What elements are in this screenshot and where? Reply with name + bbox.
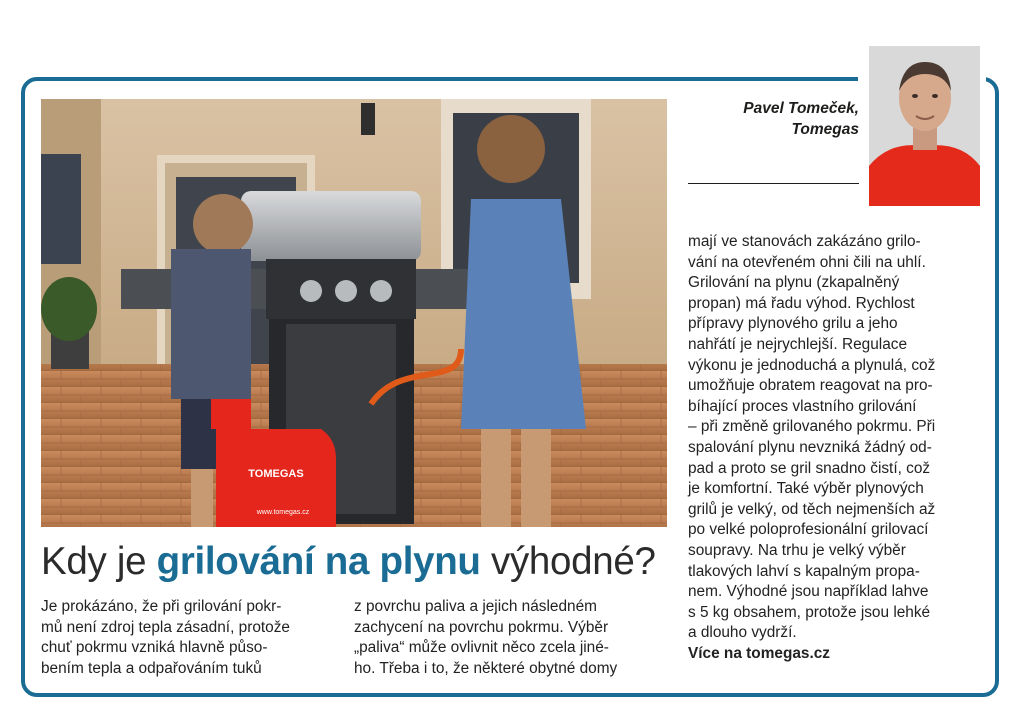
body-line: mů není zdroj tepla zásadní, protože	[41, 618, 290, 636]
body-line: ho. Třeba i to, že některé obytné domy	[354, 659, 618, 677]
body-line: umožňuje obratem reagovat na pro-	[688, 377, 933, 395]
body-column-3	[688, 232, 988, 664]
body-line: propan) má řadu výhod. Rychlost	[688, 294, 915, 312]
author-name: Pavel Tomeček,	[743, 100, 859, 117]
cylinder-url-text: www.tomegas.cz	[256, 509, 310, 516]
body-line: vání na otevřeném ohni čili na uhlí.	[688, 253, 926, 271]
body-line: a dlouho vydrží.	[688, 624, 797, 642]
body-line: s 5 kg obsahem, protože jsou lehké	[688, 603, 931, 621]
body-column-2	[354, 597, 674, 679]
author-company: Tomegas	[791, 121, 859, 138]
headline-before: Kdy je	[41, 540, 157, 583]
cylinder-brand-text: TOMEGAS	[248, 468, 304, 480]
body-line: bením tepla a odpařováním tuků	[41, 659, 262, 677]
body-line: „paliva“ může ovlivnit něco zcela jiné-	[354, 639, 609, 657]
body-line: – při změně grilovaného pokrmu. Při	[688, 418, 936, 436]
body-line: nem. Výhodné jsou například lahve	[688, 583, 929, 601]
headline	[41, 532, 681, 592]
author-divider	[688, 183, 859, 184]
body-line: Grilování na plynu (zkapalněný	[688, 274, 900, 292]
headline-highlight: grilování na plynu	[156, 540, 481, 583]
body-line: tlakových lahví s kapalným propa-	[688, 562, 920, 580]
body-line: bíhající proces vlastního grilování	[688, 397, 917, 415]
body-line: je komfortní. Také výběr plynových	[688, 480, 924, 498]
body-line: Je prokázáno, že při grilování pokr-	[41, 598, 282, 615]
article-photo	[41, 99, 667, 527]
body-line: grilů je velký, od těch nejmenších až	[688, 500, 936, 518]
body-line: přípravy plynového grilu a jeho	[688, 315, 898, 333]
body-line: výkonu je jednoduchá a plynulá, což	[688, 356, 936, 374]
body-column-1	[41, 597, 341, 679]
body-line: soupravy. Na trhu je velký výběr	[688, 541, 906, 559]
body-line: spalování plynu nevzniká žádný od-	[688, 438, 932, 456]
body-line: zachycení na povrchu pokrmu. Výběr	[354, 618, 609, 636]
more-link[interactable]: Více na tomegas.cz	[688, 644, 830, 662]
headline-after: výhodné?	[480, 540, 656, 583]
body-line: nahřátí je nejrychlejší. Regulace	[688, 335, 908, 353]
body-line: z povrchu paliva a jejich následném	[354, 598, 597, 615]
body-line: chuť pokrmu vzniká hlavně půso-	[41, 639, 268, 657]
body-line: po velké poloprofesionální grilovací	[688, 521, 929, 539]
body-line: pad a proto se gril snadno čistí, což	[688, 459, 931, 477]
body-line: mají ve stanovách zakázáno grilo-	[688, 233, 921, 250]
author-byline	[700, 98, 859, 140]
author-portrait	[869, 46, 980, 206]
